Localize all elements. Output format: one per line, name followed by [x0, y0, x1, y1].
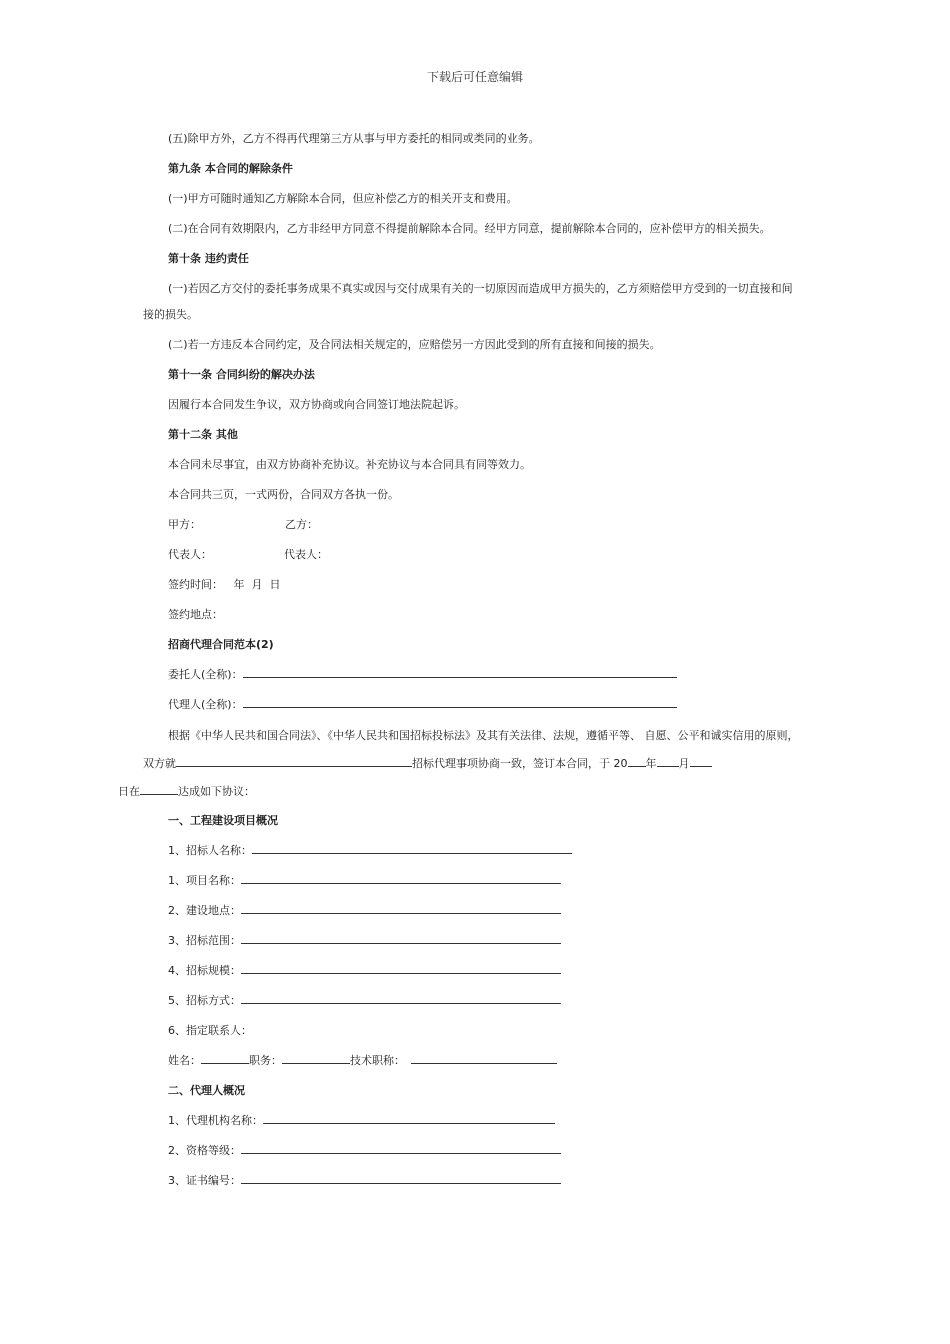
agent-info-blank[interactable] — [241, 1170, 561, 1184]
project-blank[interactable] — [176, 753, 412, 767]
year-label: 年 — [645, 757, 657, 770]
article-12-heading: 第十二条 其他 — [168, 428, 238, 441]
section-2-heading: 二、代理人概况 — [168, 1084, 245, 1097]
contact-fields — [143, 1046, 803, 1076]
agent-info-field — [143, 1136, 803, 1166]
project-info-blank[interactable] — [241, 960, 561, 974]
year-blank[interactable] — [628, 753, 646, 767]
article-12-text-1: 本合同未尽事宜，由双方协商补充协议。补充协议与本合同具有同等效力。 — [168, 458, 531, 471]
page-header: 下载后可任意编辑 — [426, 70, 523, 84]
project-info-blank[interactable] — [241, 870, 561, 884]
representative-row — [143, 540, 803, 570]
project-info-blank[interactable] — [241, 900, 561, 914]
month-blank[interactable] — [657, 753, 679, 767]
section-2-list — [143, 1106, 803, 1196]
party-b-label: 乙方： — [285, 518, 318, 531]
article-10-item-2: (二)若一方违反本合同约定，及合同法相关规定的，应赔偿另一方因此受到的所有直接和间接的损失。 — [168, 338, 661, 351]
day-label: 日在 — [118, 785, 140, 798]
intro-paragraph — [118, 722, 803, 806]
project-info-blank[interactable] — [252, 840, 572, 854]
principal-label: 委托人(全称)： — [168, 668, 243, 681]
contact-label: 6、指定联系人： — [168, 1024, 252, 1037]
article-10-item-1: (一)若因乙方交付的委托事务成果不真实或因与交付成果有关的一切原因而造成甲方损失的，乙方须赔偿甲方受到的一切直接和间接的损失。 — [143, 282, 793, 321]
party-row — [143, 510, 803, 540]
name-label: 姓名： — [168, 1054, 201, 1067]
name-blank[interactable] — [201, 1050, 249, 1064]
agent-info-field — [143, 1166, 803, 1196]
project-info-label: 3、招标范围： — [168, 934, 241, 947]
document-body — [118, 124, 803, 1196]
day-blank[interactable] — [690, 753, 712, 767]
agent-info-label: 3、证书编号： — [168, 1174, 241, 1187]
project-info-field — [143, 896, 803, 926]
agent-info-blank[interactable] — [241, 1140, 561, 1154]
title-label: 技术职称： — [350, 1054, 405, 1067]
party-a-label: 甲方： — [168, 518, 201, 531]
rep-a-label: 代表人： — [168, 548, 212, 561]
project-info-field — [143, 926, 803, 956]
place-blank[interactable] — [140, 781, 178, 795]
project-info-blank[interactable] — [241, 990, 561, 1004]
template-2-title: 招商代理合同范本(2) — [168, 638, 274, 651]
project-info-label: 5、招标方式： — [168, 994, 241, 1007]
project-info-field — [143, 956, 803, 986]
intro-text: 根据《中华人民共和国合同法》、《中华人民共和国招标投标法》及其有关法律、法规，遵循平等、 自愿、公平和诚实信用的原则，双方就 — [143, 729, 799, 770]
section-1-list — [143, 836, 803, 1016]
clause-5: (五)除甲方外，乙方不得再代理第三方从事与甲方委托的相同或类同的业务。 — [168, 132, 540, 145]
section-1-heading: 一、工程建设项目概况 — [168, 814, 278, 827]
project-info-field — [143, 836, 803, 866]
agent-info-field — [143, 1106, 803, 1136]
agent-field — [143, 690, 803, 720]
project-info-field — [143, 866, 803, 896]
project-info-label: 4、招标规模： — [168, 964, 241, 977]
article-11-heading: 第十一条 合同纠纷的解决办法 — [168, 368, 315, 381]
job-blank[interactable] — [282, 1050, 350, 1064]
sign-time: 签约时间： 年 月 日 — [168, 578, 281, 591]
rep-b-label: 代表人： — [284, 548, 328, 561]
article-9-heading: 第九条 本合同的解除条件 — [168, 162, 293, 175]
title-blank[interactable] — [411, 1050, 557, 1064]
article-10-heading: 第十条 违约责任 — [168, 252, 249, 265]
project-info-field — [143, 986, 803, 1016]
article-9-item-1: (一)甲方可随时通知乙方解除本合同，但应补偿乙方的相关开支和费用。 — [168, 192, 518, 205]
project-info-label: 2、建设地点： — [168, 904, 241, 917]
project-info-label: 1、招标人名称： — [168, 844, 252, 857]
principal-field — [143, 660, 803, 690]
article-11-text: 因履行本合同发生争议，双方协商或向合同签订地法院起诉。 — [168, 398, 465, 411]
agent-label: 代理人(全称)： — [168, 698, 243, 711]
agent-info-label: 2、资格等级： — [168, 1144, 241, 1157]
month-label: 月 — [678, 757, 690, 770]
agent-blank[interactable] — [243, 694, 677, 708]
job-label: 职务： — [249, 1054, 282, 1067]
sign-place: 签约地点： — [168, 608, 223, 621]
agent-info-label: 1、代理机构名称： — [168, 1114, 263, 1127]
article-9-item-2: (二)在合同有效期限内，乙方非经甲方同意不得提前解除本合同。经甲方同意，提前解除本合同的，应补偿甲方的相关损失。 — [168, 222, 771, 235]
project-info-blank[interactable] — [241, 930, 561, 944]
article-12-text-2: 本合同共三页，一式两份，合同双方各执一份。 — [168, 488, 399, 501]
agent-info-blank[interactable] — [263, 1110, 555, 1124]
intro-text-2: 招标代理事项协商一致，签订本合同，于 20 — [412, 757, 628, 770]
project-info-label: 1、项目名称： — [168, 874, 241, 887]
intro-end: 达成如下协议： — [178, 785, 255, 798]
principal-blank[interactable] — [243, 664, 677, 678]
